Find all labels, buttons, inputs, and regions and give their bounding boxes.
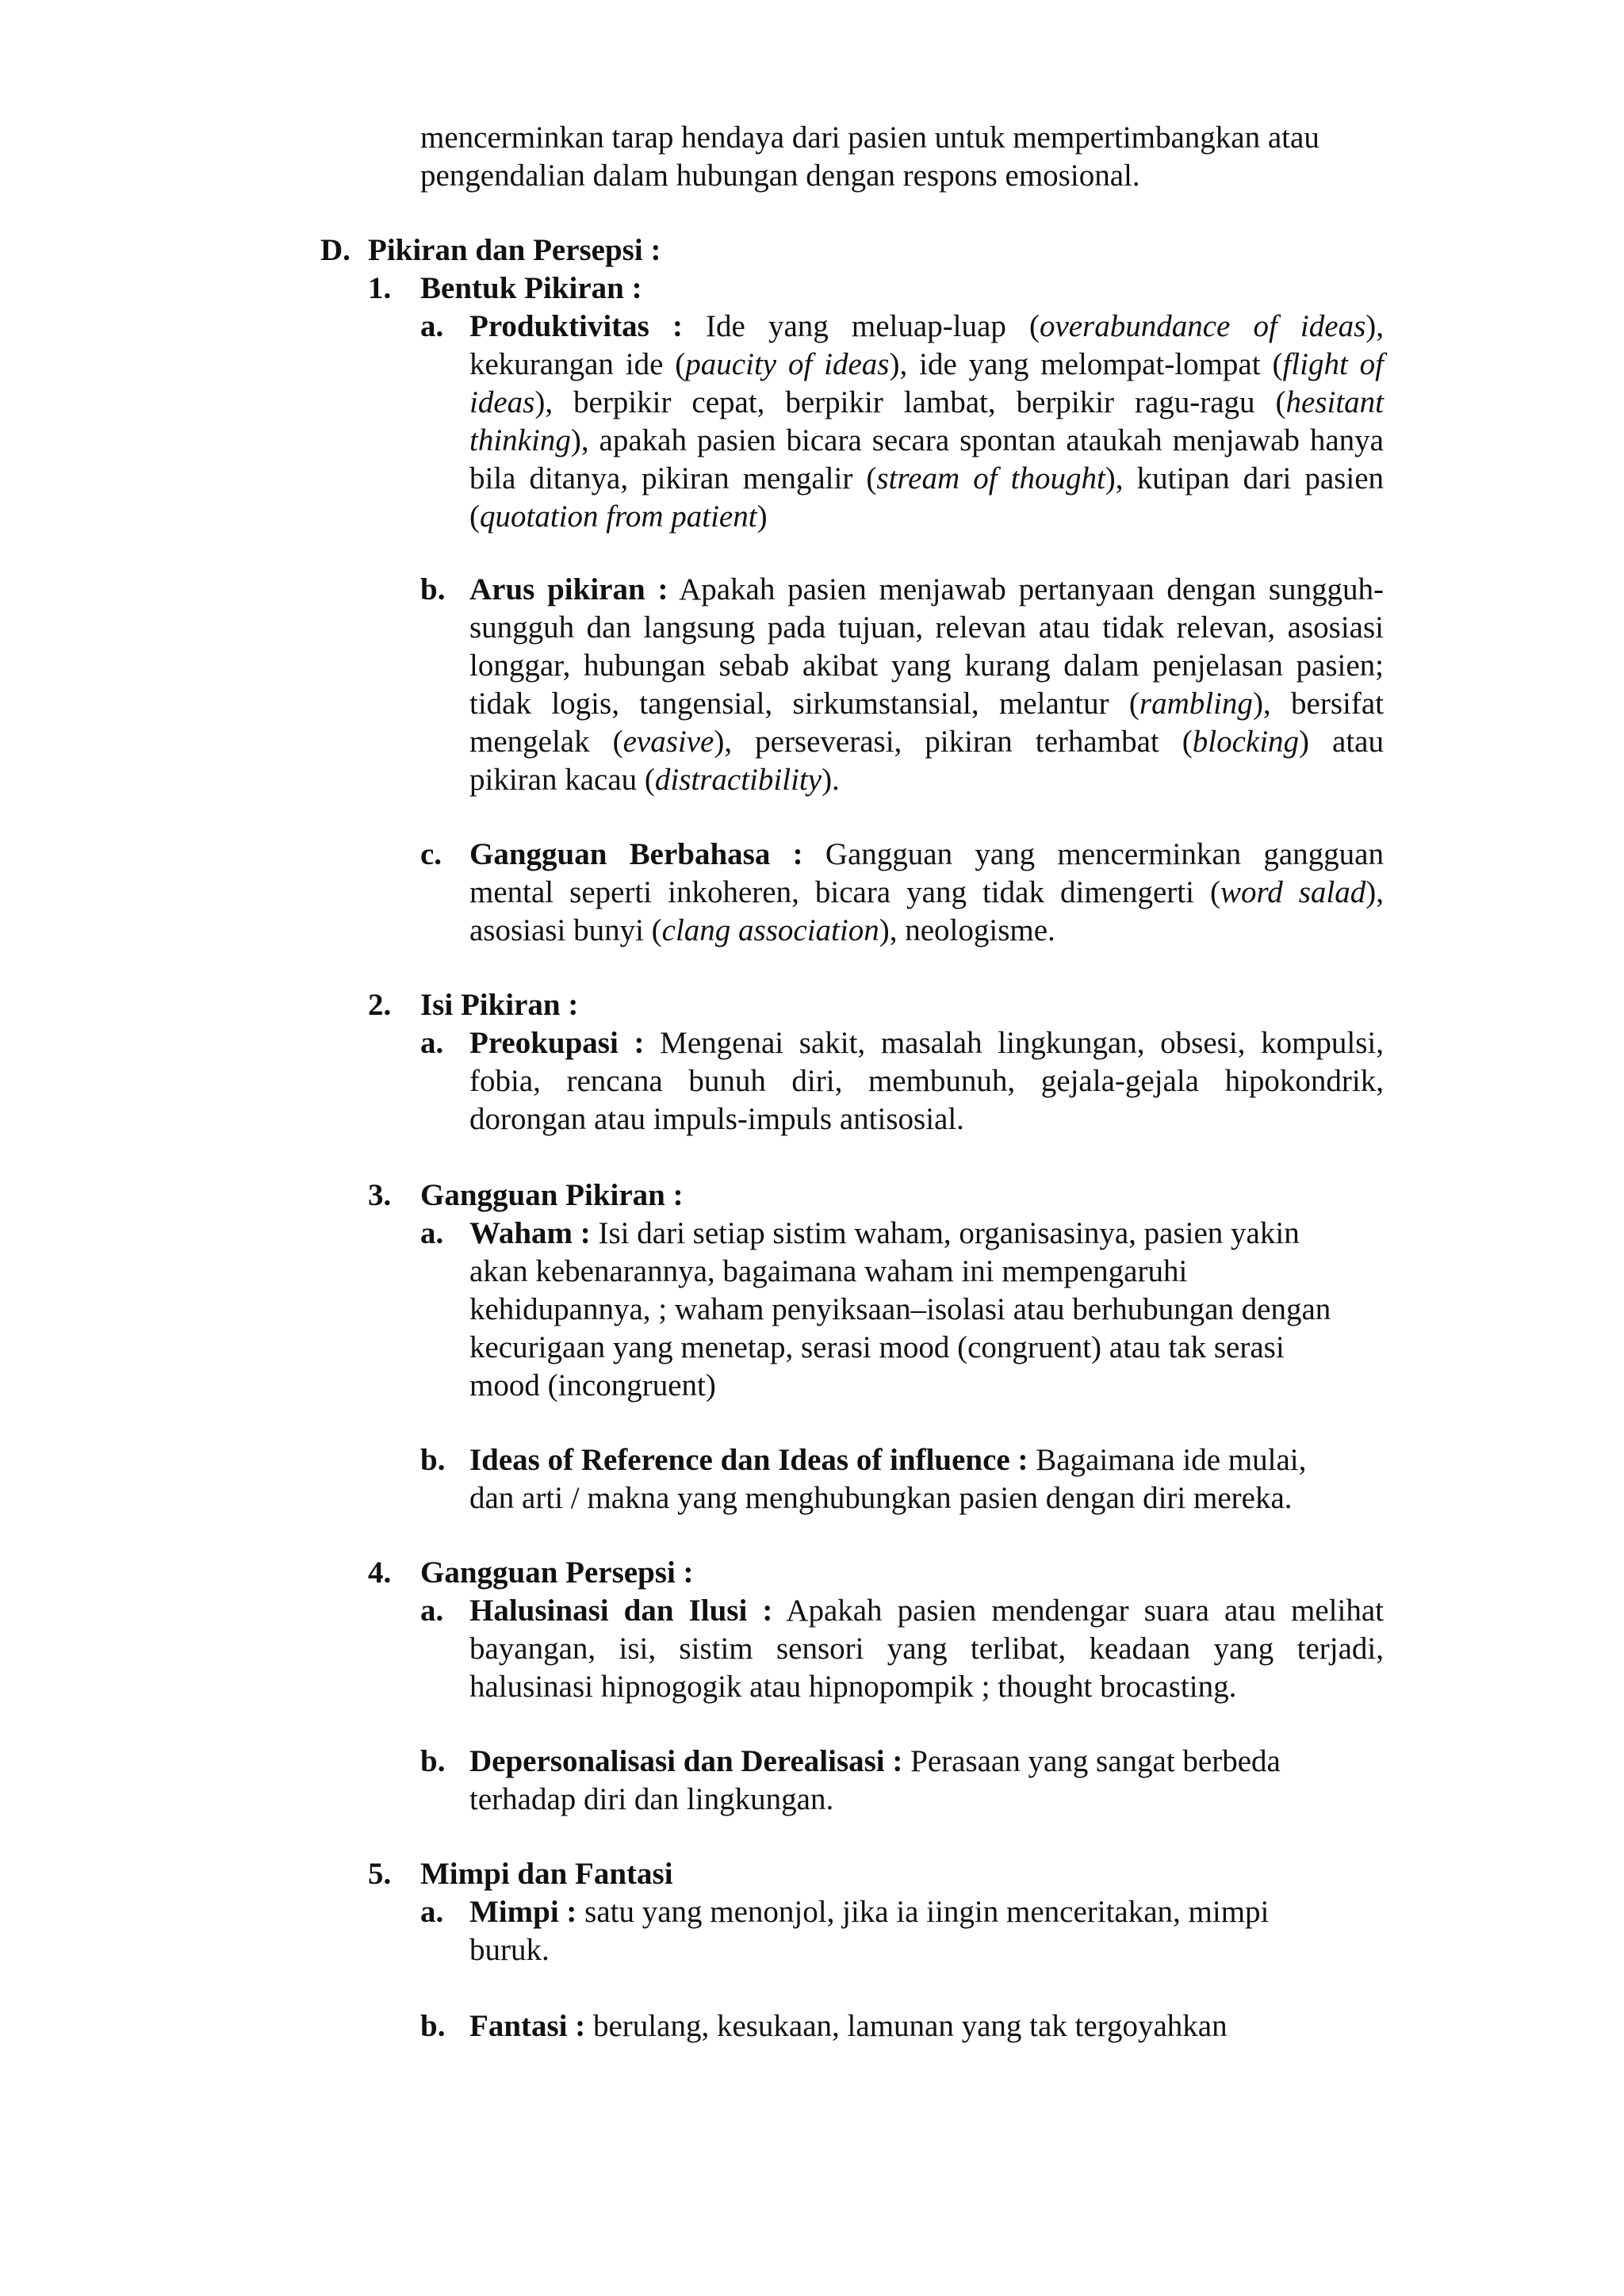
item-text: ), perseverasi, pikiran terhambat ( xyxy=(714,725,1193,759)
item-body xyxy=(469,1893,1384,1969)
section-title: Pikiran dan Persepsi : xyxy=(368,233,661,267)
subsection-heading-5 xyxy=(368,1855,1399,1893)
item-label: Preokupasi : xyxy=(469,1026,645,1060)
item-body xyxy=(469,1743,1384,1819)
item-text: berulang, kesukaan, lamunan yang tak tergoyahkan xyxy=(585,2009,1228,2043)
item-text: Mengenai sakit, masalah lingkungan, obsesi, kompulsi, fobia, rencana bunuh diri, membunuh, gejala-gejala hipokondrik, dorongan atau impuls-impuls antisosial. xyxy=(469,1026,1385,1136)
item-text: Bagaimana ide mulai, xyxy=(1028,1443,1307,1477)
subsection-heading-2 xyxy=(368,986,1399,1024)
item-text: Perasaan yang sangat berbeda xyxy=(902,1744,1281,1778)
item-term: stream of thought xyxy=(876,461,1105,496)
item-body xyxy=(469,836,1384,950)
item-arus-pikiran xyxy=(420,571,1384,799)
item-marker: a. xyxy=(420,1026,444,1060)
subsection-heading-1 xyxy=(368,270,1399,308)
item-term: clang association xyxy=(661,913,879,947)
intro-paragraph xyxy=(420,119,1384,195)
item-text: ), bersifat mengelak ( xyxy=(469,687,1384,759)
item-marker: a. xyxy=(420,1895,444,1929)
item-text: ) xyxy=(756,499,768,534)
item-text: Isi dari setiap sistim waham, organisasinya, pasien yakin xyxy=(590,1216,1300,1250)
item-body xyxy=(469,308,1384,536)
item-term: paucity of ideas xyxy=(685,347,890,381)
item-preokupasi xyxy=(420,1024,1384,1138)
subsection-number: 1. xyxy=(368,271,392,305)
subsection-number: 4. xyxy=(368,1556,392,1590)
item-text: kecurigaan yang menetap, serasi mood (congruent) atau tak serasi xyxy=(469,1330,1285,1364)
item-text: kehidupannya, ; waham penyiksaan–isolasi atau berhubungan dengan xyxy=(469,1292,1331,1326)
subsection-title: Bentuk Pikiran : xyxy=(420,271,642,305)
subsection-title: Gangguan Persepsi : xyxy=(420,1556,694,1590)
item-body xyxy=(469,2007,1384,2045)
item-text: Ide yang meluap-luap ( xyxy=(682,309,1040,343)
item-label: Depersonalisasi dan Derealisasi : xyxy=(469,1744,903,1778)
item-text: Gangguan yang mencerminkan gangguan mental seperti inkoheren, bicara yang tidak dimengerti ( xyxy=(469,837,1384,909)
item-body xyxy=(469,1024,1384,1138)
subsection-title: Gangguan Pikiran : xyxy=(420,1178,684,1212)
item-text: ), neologisme. xyxy=(879,913,1055,947)
item-term: flight of ideas xyxy=(469,347,1384,419)
item-body xyxy=(469,1592,1384,1706)
item-label: Mimpi : xyxy=(469,1895,577,1929)
item-term: evasive xyxy=(622,725,714,759)
item-body xyxy=(469,571,1384,799)
item-depersonalisasi xyxy=(420,1743,1384,1819)
intro-line-2: pengendalian dalam hubungan dengan respons emosional. xyxy=(420,159,1140,193)
item-label: Halusinasi dan Ilusi : xyxy=(469,1594,773,1628)
subsection-title: Isi Pikiran : xyxy=(420,988,579,1022)
item-term: hesitant thinking xyxy=(469,385,1384,457)
item-term: quotation from patient xyxy=(480,499,757,534)
item-text: ), apakah pasien bicara secara spontan ataukah menjawab hanya bila ditanya, pikiran mengalir ( xyxy=(469,423,1384,496)
item-halusinasi xyxy=(420,1592,1384,1706)
item-text: ), berpikir cepat, berpikir lambat, berpikir ragu-ragu ( xyxy=(534,385,1286,419)
item-text: mood (incongruent) xyxy=(469,1368,716,1402)
item-text: terhadap diri dan lingkungan. xyxy=(469,1782,834,1816)
item-text: ). xyxy=(822,763,840,797)
item-marker: b. xyxy=(420,1744,446,1778)
subsection-number: 2. xyxy=(368,988,392,1022)
item-term: word salad xyxy=(1220,875,1366,909)
item-label: Produktivitas : xyxy=(469,309,683,343)
item-ideas-of-reference xyxy=(420,1441,1384,1517)
item-text: ), kutipan dari pasien ( xyxy=(469,461,1385,534)
item-term: blocking xyxy=(1192,725,1300,759)
item-text: Apakah pasien mendengar suara atau melihat bayangan, isi, sistim sensori yang terlibat, keadaan yang terjadi, halusinasi hipnogogik atau hipnopompik ; thought brocasting. xyxy=(469,1594,1384,1704)
item-term: overabundance of ideas xyxy=(1039,309,1366,343)
subsection-heading-4 xyxy=(368,1554,1399,1592)
subsection-heading-3 xyxy=(368,1177,1399,1215)
item-marker: b. xyxy=(420,572,446,607)
item-text: ), kekurangan ide ( xyxy=(469,309,1384,381)
section-letter: D. xyxy=(320,233,350,267)
item-marker: a. xyxy=(420,309,444,343)
item-marker: b. xyxy=(420,2009,446,2043)
item-text: akan kebenarannya, bagaimana waham ini mempengaruhi xyxy=(469,1254,1188,1288)
item-marker: c. xyxy=(420,837,442,871)
item-text: buruk. xyxy=(469,1933,550,1967)
item-marker: b. xyxy=(420,1443,446,1477)
section-heading xyxy=(320,232,1351,270)
item-text: Apakah pasien menjawab pertanyaan dengan sungguh-sungguh dan langsung pada tujuan, relevan atau tidak relevan, asosiasi longgar, hubungan sebab akibat yang kurang dalam penjelasan pasien; tidak logis, tangensial, sirkumstansial, melantur ( xyxy=(469,572,1384,721)
item-label: Arus pikiran : xyxy=(469,572,668,607)
item-term: rambling xyxy=(1139,687,1253,721)
item-gangguan-berbahasa xyxy=(420,836,1384,950)
item-body xyxy=(469,1441,1384,1517)
item-produktivitas xyxy=(420,308,1384,536)
item-waham xyxy=(420,1215,1384,1405)
item-text: ), ide yang melompat-lompat ( xyxy=(889,347,1283,381)
item-mimpi xyxy=(420,1893,1384,1969)
item-text: ) atau pikiran kacau ( xyxy=(469,725,1384,797)
subsection-number: 5. xyxy=(368,1857,392,1891)
subsection-number: 3. xyxy=(368,1178,392,1212)
item-fantasi xyxy=(420,2007,1384,2045)
item-term: distractibility xyxy=(654,763,822,797)
item-body xyxy=(469,1215,1384,1405)
item-label: Waham : xyxy=(469,1216,591,1250)
item-label: Fantasi : xyxy=(469,2009,586,2043)
subsection-title: Mimpi dan Fantasi xyxy=(420,1857,673,1891)
item-marker: a. xyxy=(420,1594,444,1628)
item-label: Ideas of Reference dan Ideas of influence : xyxy=(469,1443,1028,1477)
item-text: ), asosiasi bunyi ( xyxy=(469,875,1384,947)
item-label: Gangguan Berbahasa : xyxy=(469,837,803,871)
item-marker: a. xyxy=(420,1216,444,1250)
intro-line-1: mencerminkan tarap hendaya dari pasien untuk mempertimbangkan atau xyxy=(420,121,1320,155)
item-text: dan arti / makna yang menghubungkan pasien dengan diri mereka. xyxy=(469,1481,1293,1515)
item-text: satu yang menonjol, jika ia iingin menceritakan, mimpi xyxy=(576,1895,1270,1929)
